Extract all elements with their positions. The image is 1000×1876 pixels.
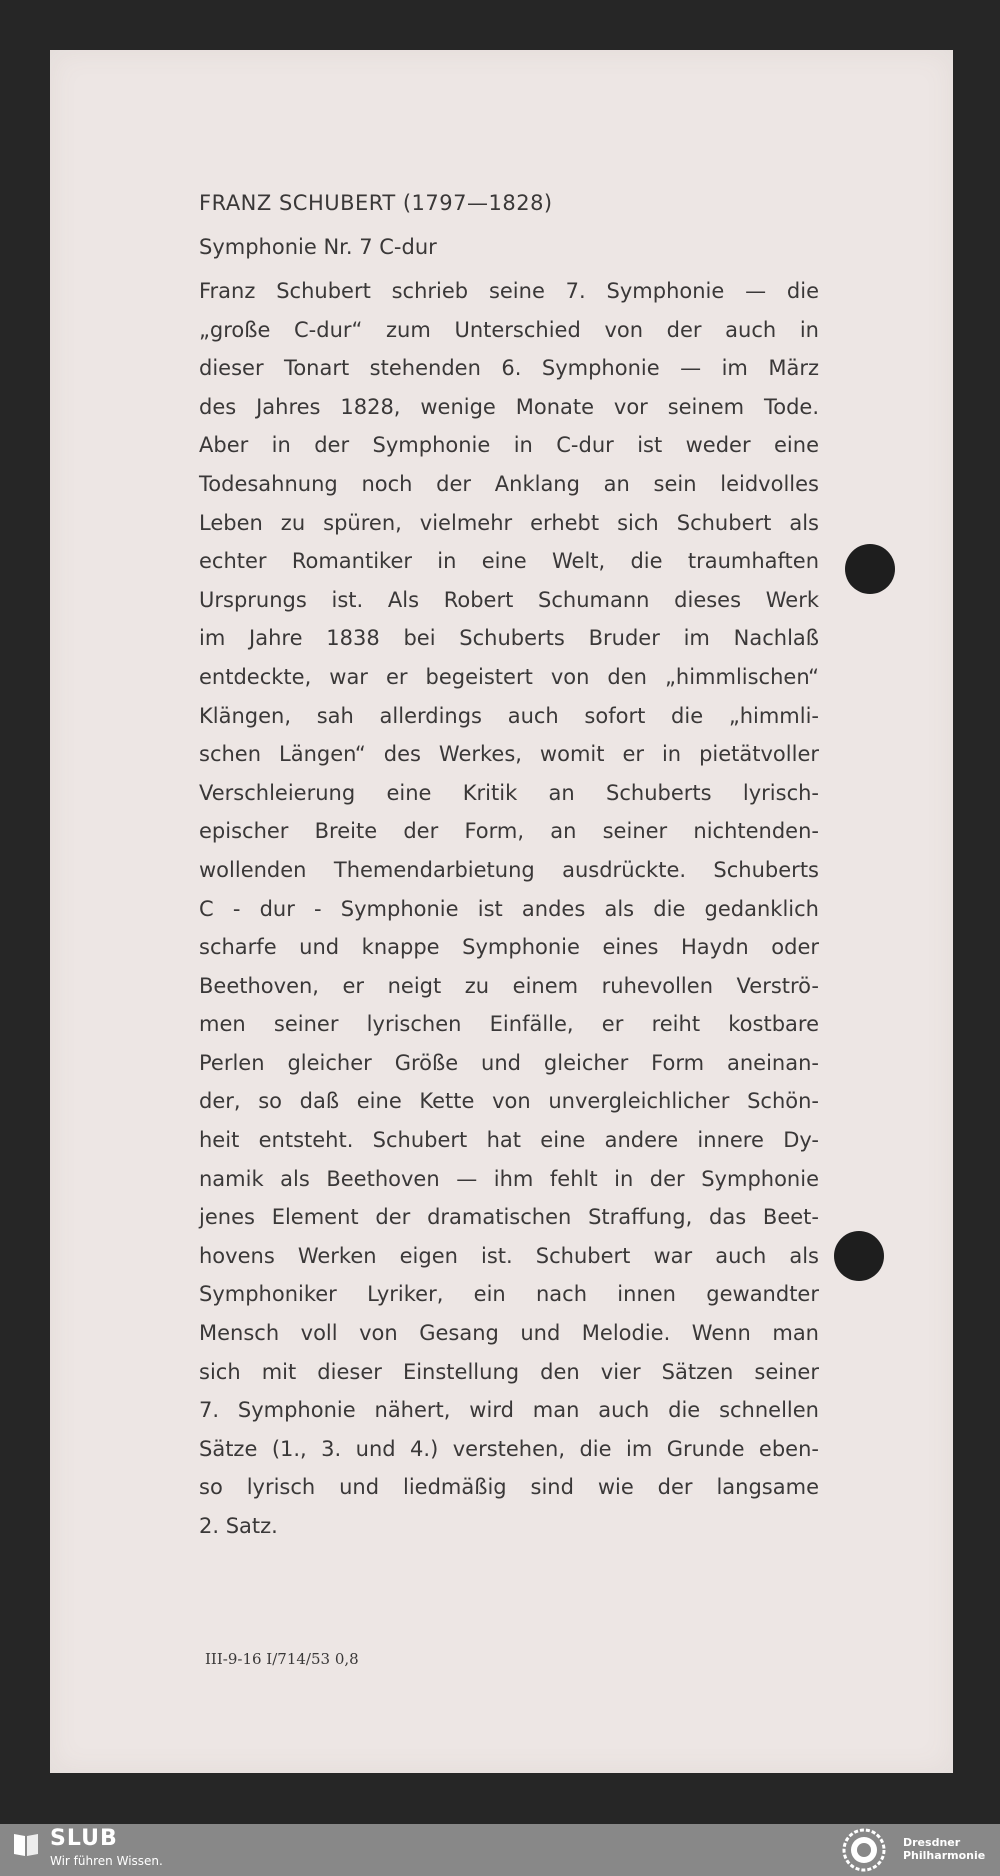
text-line: men seiner lyrischen Einfälle, er reiht kostbare <box>199 1012 819 1037</box>
text-line: Symphoniker Lyriker, ein nach innen gewandter <box>199 1282 819 1307</box>
text-line: namik als Beethoven — ihm fehlt in der Symphonie <box>199 1166 819 1191</box>
text-line: Todesahnung noch der Anklang an sein leidvolles <box>199 471 819 496</box>
text-line: hovens Werken eigen ist. Schubert war auch als <box>199 1243 819 1268</box>
text-line: heit entsteht. Schubert hat eine andere innere Dy- <box>199 1128 819 1153</box>
text-line: schen Längen“ des Werkes, womit er in pietätvoller <box>199 742 819 767</box>
slub-tagline: Wir führen Wissen. <box>50 1854 163 1868</box>
text-line: Beethoven, er neigt zu einem ruhevollen Verströ- <box>199 973 819 998</box>
text-line: jenes Element der dramatischen Straffung, das Beet- <box>199 1205 819 1230</box>
text-line: Perlen gleicher Größe und gleicher Form aneinan- <box>199 1050 819 1075</box>
text-line: Ursprungs ist. Als Robert Schumann dieses Werk <box>199 587 819 612</box>
text-line: 7. Symphonie nähert, wird man auch die schnellen <box>199 1398 819 1423</box>
punch-hole-bottom <box>834 1231 884 1281</box>
philharmonie-emblem-icon[interactable] <box>842 1828 886 1872</box>
text-line: 2. Satz. <box>199 1514 278 1538</box>
slub-wordmark[interactable]: SLUB <box>50 1826 118 1851</box>
text-line: Franz Schubert schrieb seine 7. Symphonie — die <box>199 279 819 303</box>
footer-bar <box>0 1824 1000 1876</box>
text-line: epischer Breite der Form, an seiner nichtenden- <box>199 819 819 844</box>
text-line: Sätze (1., 3. und 4.) verstehen, die im Grunde eben- <box>199 1436 819 1461</box>
text-line: sich mit dieser Einstellung den vier Sätzen seiner <box>199 1359 819 1384</box>
text-line: so lyrisch und liedmäßig sind wie der langsame <box>199 1475 819 1500</box>
punch-hole-top <box>845 544 895 594</box>
text-line: C - dur - Symphonie ist andes als die gedanklich <box>199 896 819 921</box>
text-line: Klängen, sah allerdings auch sofort die „himmli- <box>199 703 819 728</box>
partner-line-1: Dresdner <box>903 1836 961 1849</box>
text-line: der, so daß eine Kette von unvergleichlicher Schön- <box>199 1089 819 1114</box>
text-line: Aber in der Symphonie in C-dur ist weder eine <box>199 433 819 458</box>
philharmonie-name <box>903 1836 985 1862</box>
text-line: Leben zu spüren, vielmehr erhebt sich Schubert als <box>199 510 819 535</box>
text-line: wollenden Themendarbietung ausdrückte. Schuberts <box>199 857 819 882</box>
text-line: im Jahre 1838 bei Schuberts Bruder im Nachlaß <box>199 626 819 651</box>
slub-book-icon[interactable] <box>12 1830 40 1858</box>
text-line: scharfe und knappe Symphonie eines Haydn oder <box>199 935 819 960</box>
text-line: echter Romantiker in eine Welt, die traumhaften <box>199 549 819 574</box>
text-line: Mensch voll von Gesang und Melodie. Wenn man <box>199 1321 819 1346</box>
print-code: III-9-16 I/714/53 0,8 <box>205 1650 359 1668</box>
work-title: Symphonie Nr. 7 C-dur <box>199 235 437 259</box>
text-line: entdeckte, war er begeistert von den „himmlischen“ <box>199 664 819 689</box>
program-note-text <box>199 272 819 1546</box>
text-line: „große C-dur“ zum Unterschied von der auch in <box>199 317 819 342</box>
text-line: des Jahres 1828, wenige Monate vor seinem Tode. <box>199 394 819 419</box>
program-sheet <box>50 50 953 1773</box>
text-line: Verschleierung eine Kritik an Schuberts lyrisch- <box>199 780 819 805</box>
partner-line-2: Philharmonie <box>903 1849 986 1862</box>
text-line: dieser Tonart stehenden 6. Symphonie — im März <box>199 356 819 381</box>
composer-heading: FRANZ SCHUBERT (1797—1828) <box>199 191 553 215</box>
